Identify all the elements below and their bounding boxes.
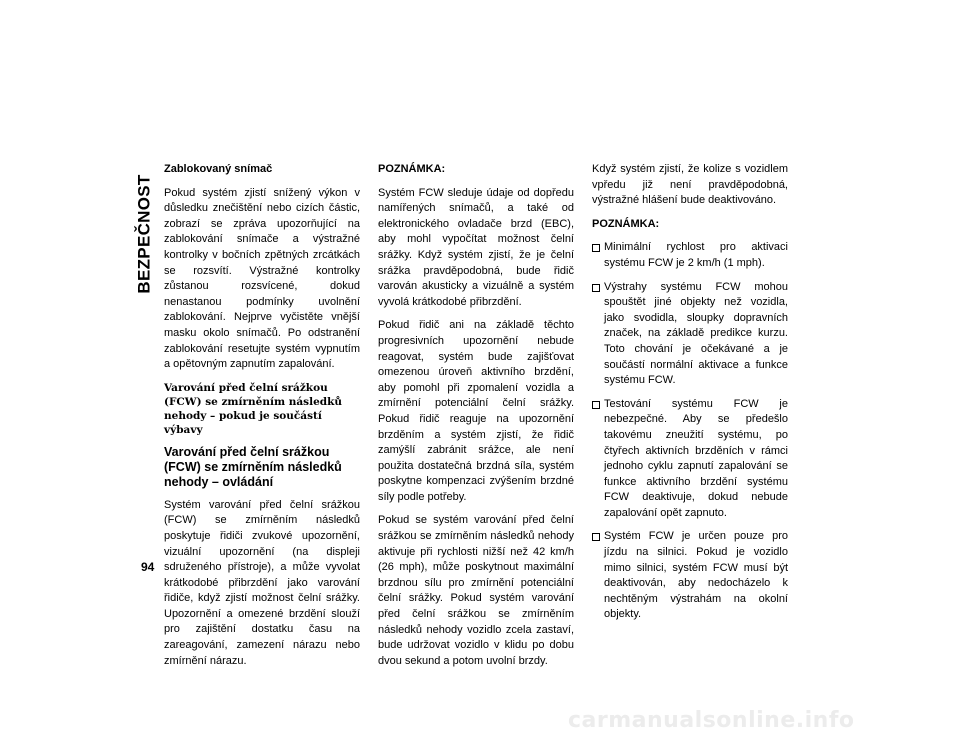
list-item	[592, 280, 788, 389]
paragraph-warning-deactivated: Když systém zjistí, že kolize s vozidlem vpředu již není pravděpodobná, výstražné hlášení bude deaktivováno.	[592, 163, 788, 207]
checkbox-bullet-icon	[592, 284, 600, 292]
section-title-text: BEZPEČNOST	[135, 174, 154, 294]
checkbox-bullet-icon	[592, 401, 600, 409]
paragraph-blocked-sensor: Pokud systém zjistí snížený výkon v důsledku znečištění nebo cizích částic, zobrazí se zpráva upozorňující na zablokování snímače a výstražné kontrolky v bočních zpětných zrcátkách se rozsvítí. Výstražné kontrolky zůstanou rozsvícené, dokud nenastanou podmínky uvolnění zablokování. Nejprve vyčistěte vnější masku okolo snímačů. Po odstranění zablokování resetujte systém vypnutím a opětovným zapnutím zapalování.	[164, 186, 360, 371]
checkbox-bullet-icon	[592, 244, 600, 252]
heading-blocked-sensor: Zablokovaný snímač	[164, 163, 273, 175]
heading-fcw-operation: Varování před čelní srážkou (FCW) se zmírněním následků nehody – ovládání	[164, 444, 342, 489]
column-2	[378, 162, 574, 677]
note-label: POZNÁMKA:	[592, 217, 660, 230]
note-label: POZNÁMKA:	[378, 163, 446, 175]
list-item	[592, 240, 788, 271]
paragraph-max-braking: Pokud se systém varování před čelní srážkou se zmírněním následků nehody aktivuje při rychlosti nižší než 42 km/h (26 mph), může poskytnout maximální brzdnou sílu pro zmírnění potenciální čelní srážky. Pokud systém varování před čelní srážkou se zmírněním následků nehody vozidlo zcela zastaví, bude udržovat vozidlo v klidu po dobu dvou sekund a potom uvolní brzdy.	[378, 514, 574, 667]
list-item	[592, 529, 788, 623]
list-item	[592, 397, 788, 522]
checkbox-bullet-icon	[592, 533, 600, 541]
heading-fcw-equipment: Varování před čelní srážkou (FCW) se zmírněním následků nehody – pokud je součástí výbavy	[164, 381, 343, 436]
paragraph-progressive-warnings: Pokud řidič ani na základě těchto progresivních upozornění nebude reagovat, systém bude zajišťovat omezenou úroveň aktivního brzdění, aby pomohl při zpomalení vozidla a zmírnění potenciální čelní srážky. Pokud řidič reaguje na upozornění brzděním a systém zjistí, že řidič zamýšlí zabránit srážce, ale není použita dostatečná brzdná síla, systém poskytne kompenzaci zvýšením brzdné síly podle potřeby.	[378, 319, 574, 503]
list-item-text: Výstrahy systému FCW mohou spouštět jiné objekty než vozidla, jako svodidla, sloupky dopravních značek, na základě predikce kurzu. Toto chování je očekávané a je součástí normální aktivace a funkce systému FCW.	[604, 280, 788, 387]
column-3	[592, 162, 788, 631]
note-text: Systém FCW sleduje údaje od dopředu namířených snímačů, a také od elektronického ovladače brzd (EBC), aby mohl vypočítat možnost čelní srážky. Když systém zjistí, že je čelní srážka pravděpodobná, bude řidič varován akusticky a vizuálně a systém vyvolá krátkodobé přibrzdění.	[378, 186, 574, 308]
column-1	[164, 162, 360, 677]
section-title-vertical	[128, 174, 162, 294]
list-item-text: Systém FCW je určen pouze pro jízdu na silnici. Pokud je vozidlo mimo silnici, systém FCW musí být deaktivován, aby nedocházelo k nechtěným výstrahám na okolní objekty.	[604, 530, 788, 621]
page-number: 94	[141, 560, 155, 574]
note-bullet-list	[592, 240, 788, 623]
watermark: carmanualsonline.info	[568, 708, 855, 733]
list-item-text: Testování systému FCW je nebezpečné. Aby se předešlo takovému zneužití systému, po čtyřech aktivních brzděních v rámci jednoho cyklu zapnutí zapalování se funkce aktivního brzdění systému FCW deaktivuje, dokud nebude zapalování opět zapnuto.	[604, 397, 788, 519]
list-item-text: Minimální rychlost pro aktivaci systému FCW je 2 km/h (1 mph).	[604, 241, 788, 269]
paragraph-fcw-operation: Systém varování před čelní srážkou (FCW) se zmírněním následků poskytuje řidiči zvukové upozornění, vizuální upozornění (na displeji sdruženého přístroje), a může vyvolat krátkodobé přibrzdění jako varování řidiče, když zjistí možnost čelní srážky. Upozornění a omezené brzdění slouží pro zajištění dostatku času na zareagování, zamezení nárazu nebo zmírnění nárazu.	[164, 498, 360, 667]
